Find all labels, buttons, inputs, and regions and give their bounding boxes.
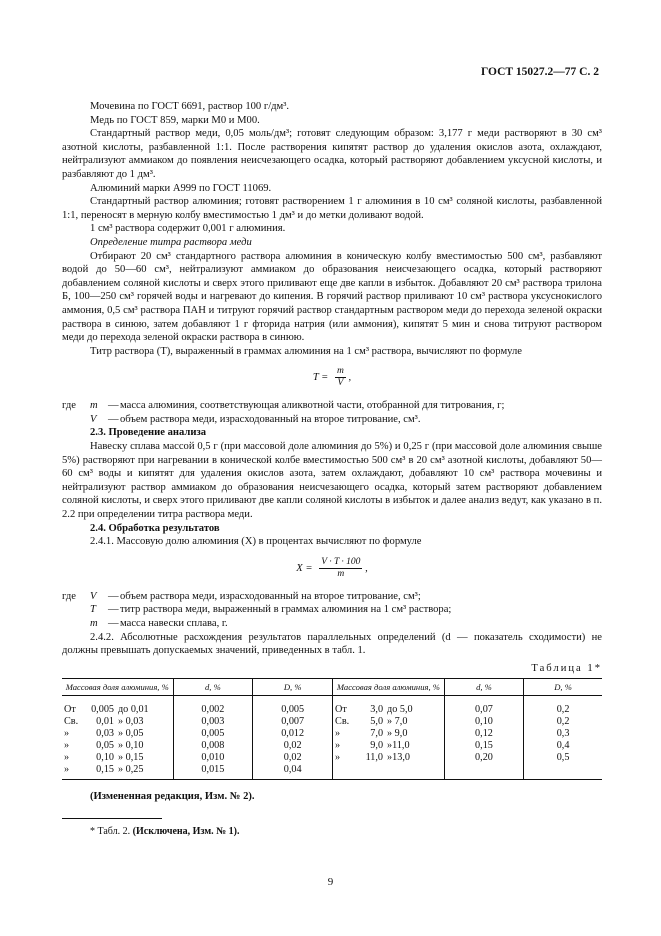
range-b: » 0,05 [118,727,144,739]
table-cell-D: 0,007 [253,716,333,728]
range-cell [64,752,171,764]
range-b: »11,0 [387,739,410,751]
range-a: 3,0 [370,703,384,715]
range-a: 9,0 [370,739,384,751]
page-header: ГОСТ 15027.2—77 С. 2 [480,66,599,78]
definition-prefix: где [62,590,76,602]
table-cell-D: 0,005 [253,704,333,716]
formula-mass-fraction-denominator: m [337,568,345,579]
paragraph-mass-fraction-intro: 2.4.1. Массовую долю алюминия (X) в процентах вычисляют по формуле [90,536,422,548]
table-cell-D: 0,2 [524,716,602,728]
definition-dash: — [108,413,119,425]
range-a: 11,0 [365,751,384,763]
column-header: d, % [173,679,253,696]
column-header: d, % [444,679,523,696]
range-cell [64,764,171,776]
paragraph-copper-solution: Стандартный раствор меди, 0,05 моль/дм³; готовят следующим образом: 3,177 г меди растворяют в 30 см³ азотной кислоты, разбавленной 1:1. После растворения кипятят раствор до удаления окислов азота, охлаждают, нейтрализуют аммиаком до появления неисчезающего осадка, который растворяют добавлением уксусной кислоты, и разбавляют до 1 дм³. [62,128,602,180]
table-cell-D: 0,02 [253,740,333,752]
table-caption: Таблица 1* [531,662,602,674]
table-cell-d: 0,12 [444,728,523,740]
paragraph-aluminium: Алюминий марки А999 по ГОСТ 11069. [90,182,272,194]
range-cell [64,728,171,740]
range-a: 5,0 [370,715,384,727]
range-a: 0,01 [96,715,114,727]
table-cell-d: 0,20 [444,752,523,764]
range-p: » [64,727,70,739]
range-b: » 0,25 [118,763,144,775]
formula-titer-numerator: m [336,366,344,377]
table-header-row [62,679,602,696]
table-cell-D: 0,5 [524,752,602,764]
definition-prefix [62,617,90,631]
range-p: » [335,727,341,739]
range-p: » [335,751,341,763]
definition-prefix [62,603,90,617]
range-p: » [64,751,70,763]
range-p: » [335,739,341,751]
footnote [90,826,240,837]
column-header: D, % [524,679,602,696]
column-header: Массовая доля алюминия, % [62,679,173,696]
definition-symbol: V [90,590,97,602]
range-cell [64,740,171,752]
table-row [62,740,602,752]
table-row [62,728,602,740]
footnote-prefix: * Табл. 2. [90,826,131,837]
definition-text: объем раствора меди, израсходованный на второе титрование, см³; [120,590,421,602]
range-cell [64,704,171,716]
tolerance-table [62,678,602,780]
paragraph-aluminium-content: 1 см³ раствора содержит 0,001 г алюминия. [90,223,286,235]
table-body [62,696,602,780]
definitions-mass-fraction [62,590,602,631]
table-row [62,704,602,716]
formula-mass-fraction [62,557,602,580]
paragraph-aluminium-solution: Стандартный раствор алюминия; готовят растворением 1 г алюминия в 10 см³ соляной кислоты, разбавленной 1:1, переносят в мерную колбу вместимостью 1 дм³ и до метки доливают водой. [62,196,602,221]
definition-text: титр раствора меди, выраженный в граммах алюминия на 1 см³ раствора; [120,604,452,616]
paragraph-urea: Мочевина по ГОСТ 6691, раствор 100 г/дм³. [90,101,290,112]
section-2-4-heading: 2.4. Обработка результатов [90,522,220,534]
formula-titer [62,366,602,389]
table-row [62,752,602,764]
range-cell [335,728,442,740]
range-p: » [64,763,70,775]
definition-symbol: V [90,413,97,425]
range-b: до 5,0 [387,703,413,715]
formula-mass-fraction-numerator: V · T · 100 [321,556,361,567]
range-a: 0,10 [96,751,114,763]
table-cell-d: 0,015 [173,764,253,776]
range-a: 0,03 [96,727,114,739]
formula-mass-fraction-tail: , [365,562,368,574]
paragraph-copper: Медь по ГОСТ 859, марки М0 и М00. [90,114,260,126]
definition-symbol: m [90,618,98,629]
formula-mass-fraction-lhs: X = [296,562,313,574]
table-cell-D: 0,3 [524,728,602,740]
edited-note: (Измененная редакция, Изм. № 2). [90,790,255,802]
table-row [62,716,602,728]
paragraph-analysis-procedure: Навеску сплава массой 0,5 г (при массовой доле алюминия до 5%) и 0,25 г (при массовой доле алюминия свыше 5%) растворяют при нагревании в конической колбе вместимостью 500 см³ в 20 см³ азотной кислоты, добавляют 50—60 см³ воды и кипятят для удаления окислов азота, затем охлаждают, добавляют 10 см³ раствора мочевины и нейтрализуют раствор аммиаком до образования неисчезающего осадка, который затем растворяют добавлением соляной кислоты, и сверх этого приливают две капли соляной кислоты в избыток и далее анализ ведут, как указано в п. 2.2 при определении титра раствора меди. [62,441,602,521]
table-cell-d: 0,07 [444,704,523,716]
table-cell-D: 0,02 [253,752,333,764]
range-cell [64,716,171,728]
paragraph-titer-procedure: Отбирают 20 см³ стандартного раствора алюминия в коническую колбу вместимостью 500 см³, разбавляют водой до 50—60 см³, нейтрализуют аммиаком до образования неисчезающего осадка, который растворяют добавлением соляной кислоты и сверх этого приливают еще две капли в избыток. Добавляют 20 см³ раствора трилона Б, 100—250 см³ горячей воды и нагревают до кипения. В горячий раствор приливают 10 см³ раствора уксуснокислого аммония, 0,5 см³ раствора ПАН и титруют горячий раствор стандартным раствором меди до перехода зеленой окраски раствора в синюю, затем добавляют 1 г фторида натрия (или аммония), кипятят 5 мин и снова титруют раствором меди до перехода зеленой окраски раствора в синюю. [62,250,602,344]
definition-symbol: m [90,400,98,412]
subsection-titer-heading: Определение титра раствора меди [90,236,252,248]
page-number: 9 [327,876,334,888]
document-body [62,60,602,803]
range-a: 7,0 [370,727,384,739]
range-b: до 0,01 [118,703,149,715]
definition-symbol: T [90,604,96,616]
column-header: D, % [253,679,333,696]
table-row [62,764,602,776]
definitions-titer [62,399,602,426]
definition-text: масса алюминия, соответствующая аликвотной части, отобранной для титрования, г; [120,400,505,412]
range-p: От [335,703,347,715]
formula-titer-denominator: V [337,378,344,389]
range-b: » 0,03 [118,715,144,727]
definition-prefix [62,413,90,427]
section-2-3-heading: 2.3. Проведение анализа [90,427,206,439]
range-p: От [64,703,76,715]
range-b: » 9,0 [387,727,408,739]
table-cell-D: 0,012 [253,728,333,740]
formula-titer-tail: , [348,372,352,384]
definition-dash: — [108,400,119,412]
paragraph-titer-formula-intro: Титр раствора (T), выраженный в граммах алюминия на 1 см³ раствора, вычисляют по формуле [90,345,522,357]
range-a: 0,15 [96,763,114,775]
formula-titer-fraction [335,366,346,389]
paragraph-convergence: 2.4.2. Абсолютные расхождения результатов параллельных определений (d — показатель сходимости) не должны превышать допускаемых значений, приведенных в табл. 1. [62,631,602,657]
table-cell-d: 0,005 [173,728,253,740]
table-cell-D: 0,2 [524,704,602,716]
definition-dash: — [108,590,119,602]
range-cell [335,704,442,716]
range-p: » [64,739,70,751]
range-a: 0,005 [91,703,114,715]
formula-mass-fraction-fraction [319,557,362,580]
formula-titer-lhs: T = [312,372,329,384]
table-cell-D: 0,4 [524,740,602,752]
definition-dash: — [108,604,119,616]
range-b: »13,0 [387,751,410,763]
table-cell-D: 0,04 [253,764,333,776]
table-cell-d: 0,15 [444,740,523,752]
definition-dash: — [108,618,119,629]
definition-text: масса навески сплава, г. [120,618,228,629]
definition-prefix: где [62,400,76,412]
table-cell-d: 0,003 [173,716,253,728]
footnote-note: (Исключена, Изм. № 1). [132,826,240,837]
definition-text: объем раствора меди, израсходованный на второе титрование, см³. [120,413,421,425]
range-b: » 0,10 [118,739,144,751]
column-header: Массовая доля алюминия, % [333,679,445,696]
range-cell [335,752,442,764]
range-p: Св. [64,715,79,727]
table-cell-d: 0,002 [173,704,253,716]
range-p: Св. [335,715,350,727]
table-cell-d: 0,010 [173,752,253,764]
table-cell-d: 0,10 [444,716,523,728]
footnote-divider [62,818,162,819]
range-cell [335,740,442,752]
table-cell-d: 0,008 [173,740,253,752]
range-a: 0,05 [96,739,114,751]
range-cell [335,716,442,728]
range-b: » 0,15 [118,751,144,763]
range-b: » 7,0 [387,715,408,727]
